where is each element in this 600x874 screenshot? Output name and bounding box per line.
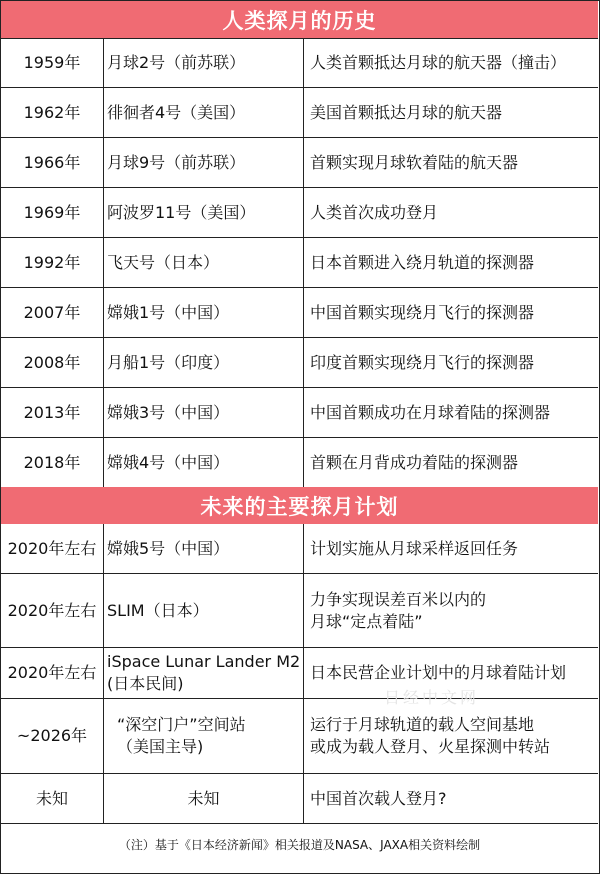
craft-cell: “深空门户”空间站 （美国主导): [104, 699, 304, 773]
note-cell: 运行于月球轨道的载人空间基地 或成为载人登月、火星探测中转站: [310, 715, 551, 756]
craft-cell: 徘徊者4号（美国）: [104, 88, 304, 137]
note-cell: 中国首次载人登月?: [310, 788, 447, 808]
year-cell: 1992年: [1, 238, 104, 287]
note-cell: 计划实施从月球采样返回任务: [310, 538, 519, 558]
history-title: 人类探月的历史: [1, 1, 598, 38]
year-cell: 2007年: [1, 288, 104, 337]
craft-cell: 未知: [104, 774, 304, 823]
year-cell: 2020年左右: [1, 648, 104, 698]
table-row: [1, 188, 598, 238]
year-cell: 2008年: [1, 338, 104, 387]
craft-cell: 嫦娥1号（中国）: [104, 288, 304, 337]
watermark: 日经中文网: [384, 688, 480, 707]
table-row: [1, 338, 598, 388]
year-cell: 2013年: [1, 388, 104, 437]
year-cell: 2020年左右: [1, 574, 104, 647]
craft-cell: 阿波罗11号（美国）: [104, 188, 304, 237]
table-row: [1, 699, 598, 774]
year-cell: 2018年: [1, 438, 104, 487]
table-row: [1, 138, 598, 188]
table-row: [1, 238, 598, 288]
year-cell: 1969年: [1, 188, 104, 237]
table-row: [1, 438, 598, 487]
table-row: [1, 388, 598, 438]
note-cell: 日本首颗进入绕月轨道的探测器: [310, 252, 535, 272]
craft-cell: 嫦娥4号（中国）: [104, 438, 304, 487]
table-row: [1, 774, 598, 824]
table-row: [1, 38, 598, 88]
craft-cell: iSpace Lunar Lander M2 (日本民间): [104, 648, 304, 698]
year-cell: 未知: [1, 774, 104, 823]
table-row: [1, 288, 598, 338]
note-cell: 中国首颗实现绕月飞行的探测器: [310, 302, 535, 322]
table-row: [1, 88, 598, 138]
year-cell: 2020年左右: [1, 524, 104, 573]
note-cell: 美国首颗抵达月球的航天器: [310, 102, 503, 122]
table-row: [1, 648, 598, 699]
craft-cell: 月球2号（前苏联）: [104, 39, 304, 87]
note-cell: 人类首颗抵达月球的航天器（撞击）: [310, 53, 567, 72]
note-cell: 印度首颗实现绕月飞行的探测器: [310, 352, 535, 372]
year-cell: 1959年: [1, 39, 104, 87]
year-cell: 1966年: [1, 138, 104, 187]
note-cell: 首颗在月背成功着陆的探测器: [310, 452, 519, 472]
note-cell: 人类首次成功登月: [310, 202, 439, 222]
table-row: [1, 524, 598, 574]
craft-cell: 嫦娥5号（中国）: [104, 524, 304, 573]
year-cell: 1962年: [1, 88, 104, 137]
footnote: （注）基于《日本经济新闻》相关报道及NASA、JAXA相关资料绘制: [118, 837, 481, 852]
future-title: 未来的主要探月计划: [1, 487, 598, 524]
note-cell: 力争实现误差百米以内的 月球“定点着陆”: [310, 589, 487, 631]
year-cell: ~2026年: [1, 699, 104, 773]
craft-cell: 月球9号（前苏联）: [104, 138, 304, 187]
table-row: [1, 574, 598, 648]
note-cell: 日本民营企业计划中的月球着陆计划: [310, 663, 567, 682]
note-cell: 首颗实现月球软着陆的航天器: [310, 152, 519, 172]
craft-cell: 月船1号（印度）: [104, 338, 304, 387]
craft-cell: 飞天号（日本）: [104, 238, 304, 287]
craft-cell: SLIM（日本）: [104, 574, 304, 647]
note-cell: 中国首颗成功在月球着陆的探测器: [310, 402, 551, 422]
craft-cell: 嫦娥3号（中国）: [104, 388, 304, 437]
